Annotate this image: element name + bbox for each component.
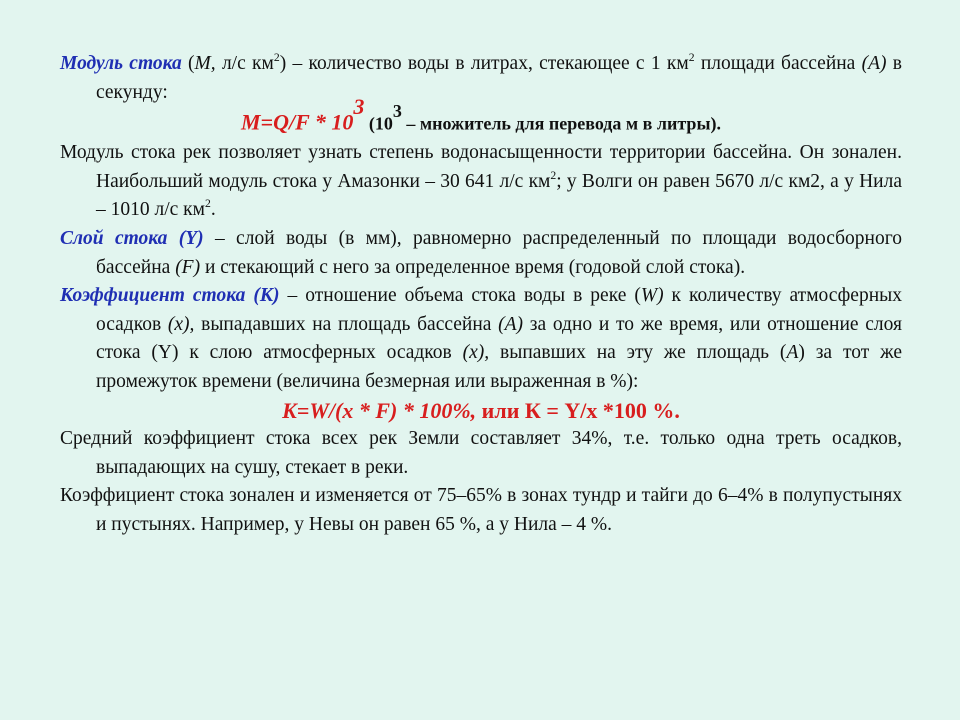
paragraph-average-coefficient: Средний коэффициент стока всех рек Земли составляет 34%, т.е. только одна треть осадков, выпадающих на сушу, стекает в реки. bbox=[60, 428, 902, 478]
formula-runoff-coefficient: K=W/(x * F) * 100%, или К = Y/x *100 %. bbox=[282, 397, 680, 423]
paragraph-modulus-examples: Модуль стока рек позволяет узнать степень водонасыщенности территории бассейна. Он зонален. Наибольший модуль стока у Амазонки – 30 641 л/с $км^2$; у Волги он равен 5670 л/с км2, а у Нила – 1010 л/с $км^2$. bbox=[60, 142, 902, 221]
term-runoff-modulus: Модуль стока bbox=[60, 53, 182, 74]
slide-content bbox=[60, 50, 902, 539]
paragraph-coefficient-zonality: Коэффициент стока зонален и изменяется от 75–65% в зонах тундр и тайги до 6–4% в полупустынях и пустынях. Например, у Невы он равен 65 %, а у Нила – 4 %. bbox=[60, 485, 902, 535]
paragraph-runoff-layer: Слой стока (Y) – слой воды (в мм), равномерно распределенный по площади водосборного бассейна (F) и стекающий с него за определенное время (годовой слой стока). bbox=[60, 227, 902, 278]
formula-runoff-modulus: $M=Q/F * 10^3$ ($10^3$ – множитель для перевода м в литры). bbox=[241, 94, 721, 135]
paragraph-runoff-modulus: Модуль стока (М, л/с $км^2$) – количество воды в литрах, стекающее с 1 $км^2$ площади бассейна (A) в секунду: bbox=[60, 50, 903, 103]
paragraph-runoff-coefficient: Коэффициент стока (К) – отношение объема стока воды в реке (W) к количеству атмосферных осадков (x), выпадавших на площадь бассейна (A) за одно и то же время, или отношение слоя стока (Y) к слою атмосферных осадков (x), выпавших на эту же площадь (А) за тот же промежуток времени (величина безмерная или выраженная в %): bbox=[60, 285, 903, 392]
term-runoff-layer: Слой стока (Y) bbox=[60, 227, 204, 249]
term-runoff-coefficient: Коэффициент стока (К) bbox=[60, 285, 280, 307]
